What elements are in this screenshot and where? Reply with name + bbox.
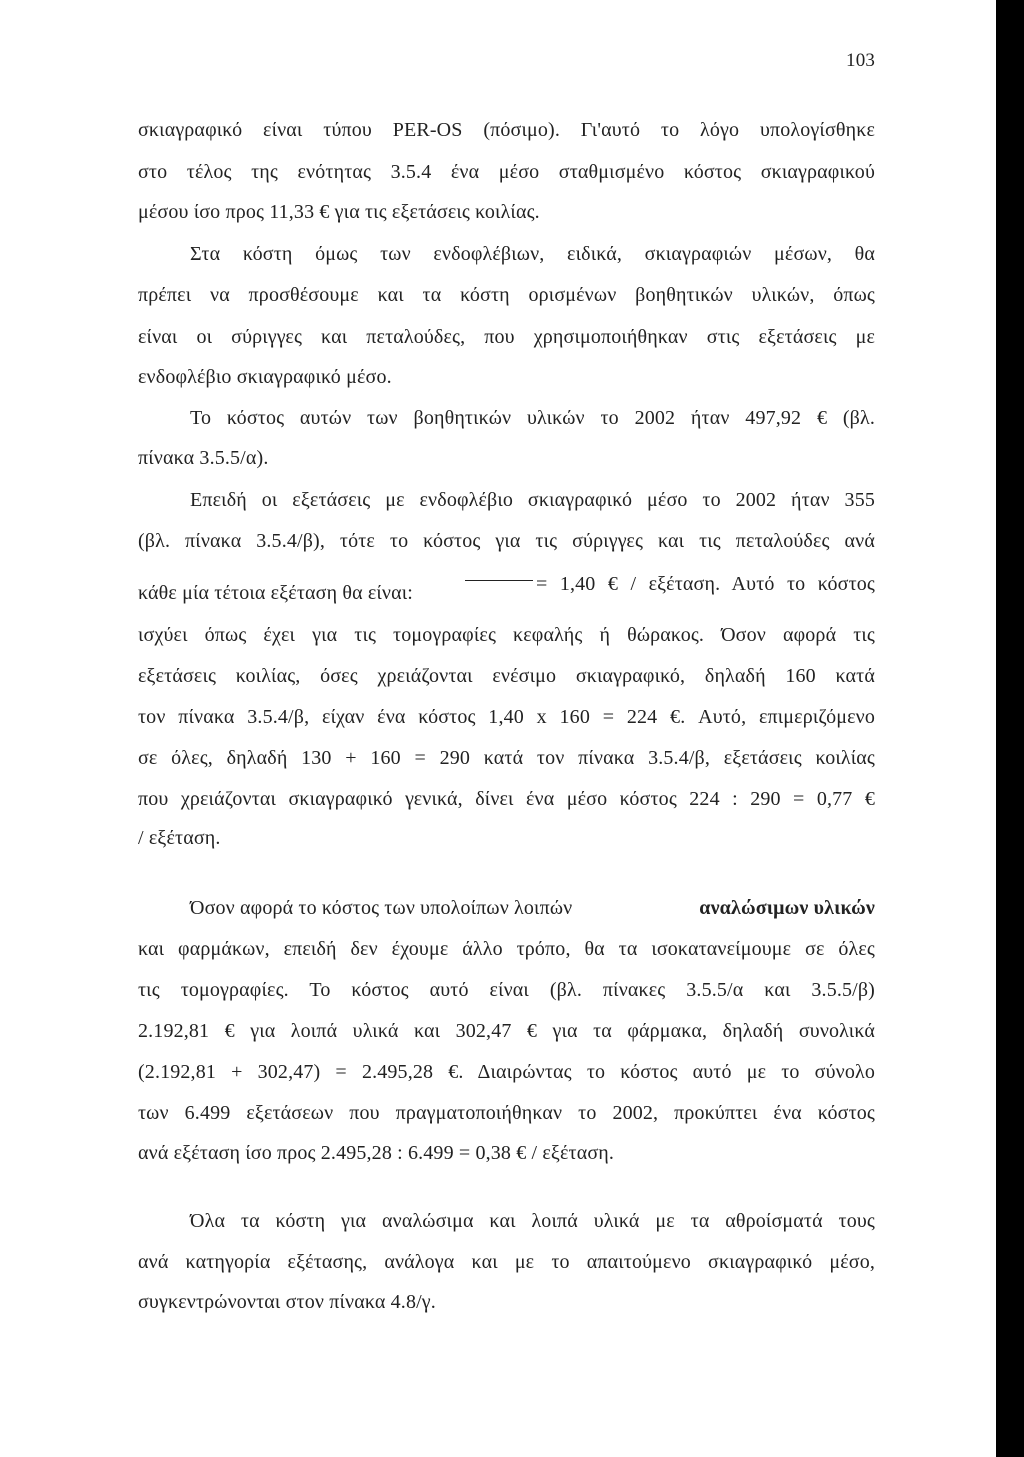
text-line: στο τέλος της ενότητας 3.5.4 ένα μέσο σταθμισμένο κόστος σκιαγραφικού — [138, 161, 875, 183]
text-line: Το κόστος αυτών των βοηθητικών υλικών το 2002 ήταν 497,92 € (βλ. — [190, 407, 875, 429]
page-number: 103 — [846, 50, 875, 71]
fraction-bar — [465, 580, 533, 581]
text-line: σκιαγραφικό είναι τύπου PER-OS (πόσιμο). Γι'αυτό το λόγο υπολογίσθηκε — [138, 119, 875, 141]
text-line: είναι οι σύριγγες και πεταλούδες, που χρησιμοποιήθηκαν στις εξετάσεις με — [138, 326, 875, 348]
text-line: Στα κόστη όμως των ενδοφλέβιων, ειδικά, σκιαγραφιών μέσων, θα — [190, 243, 875, 265]
text-line: ανά κατηγορία εξέτασης, ανάλογα και με το απαιτούμενο σκιαγραφικό μέσο, — [138, 1251, 875, 1273]
text-line: συγκεντρώνονται στον πίνακα 4.8/γ. — [138, 1291, 436, 1313]
text-line: = 1,40 € / εξέταση. Αυτό το κόστος — [536, 573, 875, 595]
text-line: / εξέταση. — [138, 827, 221, 849]
text-line: (2.192,81 + 302,47) = 2.495,28 €. Διαιρώντας το κόστος αυτό με το σύνολο — [138, 1061, 875, 1083]
bold-phrase: αναλώσιμων υλικών — [699, 897, 875, 919]
text-line: που χρειάζονται σκιαγραφικό γενικά, δίνει ένα μέσο κόστος 224 : 290 = 0,77 € — [138, 788, 875, 810]
text-line: (βλ. πίνακα 3.5.4/β), τότε το κόστος για τις σύριγγες και τις πεταλούδες ανά — [138, 530, 875, 552]
text-line: ανά εξέταση ίσο προς 2.495,28 : 6.499 = 0,38 € / εξέταση. — [138, 1142, 615, 1164]
text-line: Όλα τα κόστη για αναλώσιμα και λοιπά υλικά με τα αθροίσματά τους — [190, 1210, 875, 1232]
text-line: πρέπει να προσθέσουμε και τα κόστη ορισμένων βοηθητικών υλικών, όπως — [138, 284, 875, 306]
text-line: ισχύει όπως έχει για τις τομογραφίες κεφαλής ή θώρακος. Όσον αφορά τις — [138, 624, 875, 646]
text-line: Επειδή οι εξετάσεις με ενδοφλέβιο σκιαγραφικό μέσο το 2002 ήταν 355 — [190, 489, 875, 511]
text-line: κάθε μία τέτοια εξέταση θα είναι: — [138, 582, 413, 604]
text-line: εξετάσεις κοιλίας, όσες χρειάζονται ενέσιμο σκιαγραφικό, δηλαδή 160 κατά — [138, 665, 875, 687]
text-line: σε όλες, δηλαδή 130 + 160 = 290 κατά τον πίνακα 3.5.4/β, εξετάσεις κοιλίας — [138, 747, 875, 769]
text-line: μέσου ίσο προς 11,33 € για τις εξετάσεις κοιλίας. — [138, 201, 540, 223]
text-line: τις τομογραφίες. Το κόστος αυτό είναι (βλ. πίνακες 3.5.5/α και 3.5.5/β) — [138, 979, 875, 1001]
text-line: πίνακα 3.5.5/α). — [138, 447, 269, 469]
text-line: ενδοφλέβιο σκιαγραφικό μέσο. — [138, 366, 392, 388]
text-line: 2.192,81 € για λοιπά υλικά και 302,47 € για τα φάρμακα, δηλαδή συνολικά — [138, 1020, 875, 1042]
text-line: και φαρμάκων, επειδή δεν έχουμε άλλο τρόπο, θα τα ισοκατανείμουμε σε όλες — [138, 938, 875, 960]
text-line: των 6.499 εξετάσεων που πραγματοποιήθηκαν το 2002, προκύπτει ένα κόστος — [138, 1102, 875, 1124]
text-line — [190, 896, 875, 920]
text-line: τον πίνακα 3.5.4/β, είχαν ένα κόστος 1,40 x 160 = 224 €. Αυτό, επιμεριζόμενο — [138, 706, 875, 728]
text-span: Όσον αφορά το κόστος των υπολοίπων λοιπών — [190, 897, 573, 919]
